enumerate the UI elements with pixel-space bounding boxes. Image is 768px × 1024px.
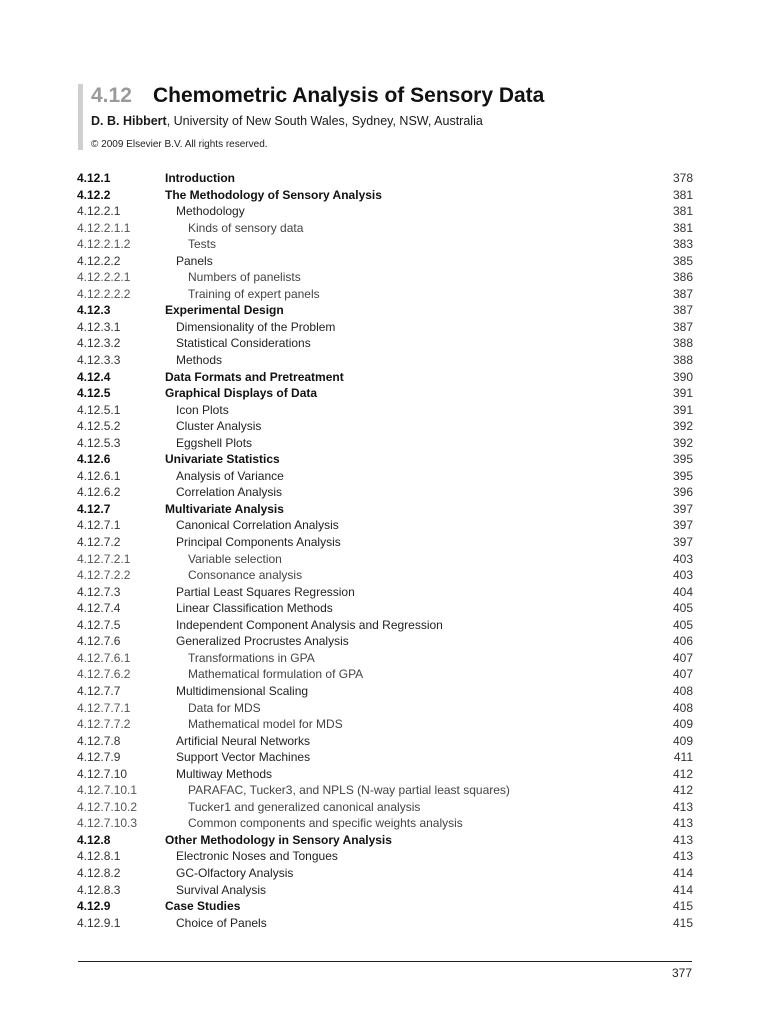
toc-entry-page: 388: [672, 353, 693, 368]
toc-entry-page: 387: [672, 303, 693, 318]
toc-entry-page: 414: [672, 865, 693, 880]
toc-entry-page: 391: [672, 386, 693, 401]
toc-entry[interactable]: [77, 534, 693, 551]
toc-entry-page: 397: [672, 535, 693, 550]
toc-entry-number: 4.12.3.1: [77, 319, 121, 334]
toc-entry[interactable]: [77, 302, 693, 319]
toc-entry[interactable]: [77, 435, 693, 452]
toc-entry-page: 413: [672, 799, 693, 814]
toc-entry-page: 378: [672, 171, 693, 185]
toc-entry-page: 388: [672, 336, 693, 351]
toc-entry-title: Correlation Analysis: [176, 485, 283, 500]
toc-entry-title: Multiway Methods: [176, 766, 273, 781]
toc-entry[interactable]: [77, 766, 693, 783]
toc-entry-page: 415: [672, 915, 693, 930]
toc-entry-page: 396: [672, 485, 693, 500]
toc-entry-page: 381: [672, 204, 693, 219]
toc-entry-title: Methods: [176, 353, 223, 368]
toc-entry-page: 407: [672, 650, 693, 665]
toc-entry-title: Mathematical model for MDS: [188, 717, 343, 732]
toc-entry[interactable]: [77, 882, 693, 899]
toc-entry-page: 403: [672, 568, 693, 583]
toc-entry[interactable]: [77, 749, 693, 766]
copyright-notice: © 2009 Elsevier B.V. All rights reserved.: [91, 139, 268, 150]
toc-entry-page: 391: [672, 402, 693, 417]
toc-entry-title: Tucker1 and generalized canonical analysis: [188, 799, 421, 814]
toc-entry-number: 4.12.9: [77, 899, 111, 914]
toc-entry[interactable]: [77, 286, 693, 303]
toc-entry-title: Tests: [188, 237, 217, 252]
toc-entry-title: Other Methodology in Sensory Analysis: [165, 832, 392, 847]
toc-entry[interactable]: [77, 898, 693, 915]
toc-entry[interactable]: [77, 236, 693, 253]
toc-entry-title: Electronic Noses and Tongues: [176, 849, 338, 864]
toc-entry-page: 413: [672, 849, 693, 864]
toc-entry-title: Survival Analysis: [176, 882, 267, 897]
toc-entry-number: 4.12.5.2: [77, 419, 121, 434]
toc-entry-page: 407: [672, 667, 693, 682]
toc-entry-title: Linear Classification Methods: [176, 601, 333, 616]
toc-entry[interactable]: [77, 799, 693, 816]
toc-entry-title: Mathematical formulation of GPA: [188, 667, 364, 682]
toc-entry-number: 4.12.1: [77, 171, 111, 185]
toc-entry[interactable]: [77, 187, 693, 204]
toc-entry-page: 403: [672, 551, 693, 566]
toc-entry-number: 4.12.7.10.1: [77, 783, 138, 798]
toc-entry[interactable]: [77, 418, 693, 435]
toc-entry-page: 405: [672, 617, 693, 632]
toc-entry-number: 4.12.7.6.1: [77, 650, 131, 665]
toc-entry-number: 4.12.7.10.3: [77, 816, 138, 831]
toc-entry-title: Variable selection: [188, 551, 282, 566]
toc-entry-title: Icon Plots: [176, 402, 229, 417]
toc-entry[interactable]: [77, 567, 693, 584]
toc-entry-number: 4.12.3.2: [77, 336, 121, 351]
toc-entry-title: Dimensionality of the Problem: [176, 319, 336, 334]
toc-entry-title: PARAFAC, Tucker3, and NPLS (N-way partial least squares): [188, 783, 510, 798]
toc-entry-number: 4.12.7.2.1: [77, 551, 131, 566]
toc-entry[interactable]: [77, 501, 693, 518]
toc-entry-page: 412: [672, 783, 693, 798]
toc-entry-title: Case Studies: [165, 899, 241, 914]
toc-entry-page: 413: [672, 816, 693, 831]
toc-entry-title: Consonance analysis: [188, 568, 303, 583]
author-line: [91, 114, 711, 128]
toc-entry-number: 4.12.7.10: [77, 766, 128, 781]
toc-entry-title: The Methodology of Sensory Analysis: [165, 187, 382, 202]
toc-entry[interactable]: [77, 600, 693, 617]
toc-entry-title: Methodology: [176, 204, 245, 219]
table-of-contents: [77, 170, 693, 931]
toc-entry-page: 390: [672, 369, 693, 384]
title-row: [91, 84, 711, 108]
toc-entry-page: 381: [672, 220, 693, 235]
toc-entry[interactable]: [77, 352, 693, 369]
footer-rule: [78, 961, 692, 962]
toc-entry[interactable]: [77, 203, 693, 220]
toc-entry[interactable]: [77, 484, 693, 501]
toc-entry-title: Graphical Displays of Data: [165, 386, 318, 401]
toc-entry-title: Introduction: [165, 171, 235, 185]
toc-entry-page: 404: [672, 584, 693, 599]
toc-entry[interactable]: [77, 815, 693, 832]
toc-entry[interactable]: [77, 865, 693, 882]
toc-entry-number: 4.12.2.1: [77, 204, 121, 219]
toc-entry-page: 413: [672, 832, 693, 847]
toc-entry-number: 4.12.7.7: [77, 683, 121, 698]
toc-entry-title: Multidimensional Scaling: [176, 683, 309, 698]
toc-entry-page: 412: [672, 766, 693, 781]
toc-entry-title: Artificial Neural Networks: [176, 733, 311, 748]
toc-entry-number: 4.12.7.6.2: [77, 667, 131, 682]
toc-entry-title: Eggshell Plots: [176, 435, 253, 450]
toc-entry-number: 4.12.5.3: [77, 435, 121, 450]
toc-entry-number: 4.12.7.2: [77, 535, 121, 550]
toc-entry-title: Analysis of Variance: [176, 468, 284, 483]
toc-entry-page: 381: [672, 187, 693, 202]
toc-entry-page: 395: [672, 452, 693, 467]
toc-entry-number: 4.12.8.2: [77, 865, 121, 880]
toc-entry-page: 408: [672, 683, 693, 698]
toc-entry-title: Generalized Procrustes Analysis: [176, 634, 349, 649]
toc-entry-title: Support Vector Machines: [176, 750, 311, 765]
toc-entry-title: Data Formats and Pretreatment: [165, 369, 344, 384]
toc-entry-page: 411: [673, 750, 693, 765]
toc-entry[interactable]: [77, 848, 693, 865]
toc-entry[interactable]: [77, 402, 693, 419]
toc-entry[interactable]: [77, 633, 693, 650]
toc-entry-page: 408: [672, 700, 693, 715]
toc-entry-page: 409: [672, 717, 693, 732]
toc-entry-number: 4.12.7.7.2: [77, 717, 131, 732]
section-number: 4.12: [91, 84, 132, 107]
toc-entry-page: 405: [672, 601, 693, 616]
toc-entry-title: Panels: [176, 253, 213, 268]
toc-entry-title: Training of expert panels: [188, 286, 320, 301]
toc-entry[interactable]: [77, 584, 693, 601]
toc-entry[interactable]: [77, 269, 693, 286]
toc-entry[interactable]: [77, 683, 693, 700]
toc-entry[interactable]: [77, 468, 693, 485]
toc-entry-page: 414: [672, 882, 693, 897]
toc-entry-number: 4.12.5: [77, 386, 111, 401]
toc-entry-page: 397: [672, 501, 693, 516]
toc-entry-title: Principal Components Analysis: [176, 535, 341, 550]
toc-entry-number: 4.12.6: [77, 452, 111, 467]
toc-entry-number: 4.12.7.9: [77, 750, 121, 765]
toc-entry-title: Univariate Statistics: [165, 452, 280, 467]
toc-entry-number: 4.12.2.2.2: [77, 286, 131, 301]
toc-entry-number: 4.12.7.8: [77, 733, 121, 748]
toc-entry-title: Kinds of sensory data: [188, 220, 304, 235]
toc-entry[interactable]: [77, 716, 693, 733]
toc-entry-number: 4.12.2: [77, 187, 111, 202]
toc-entry-number: 4.12.2.2.1: [77, 270, 131, 285]
toc-entry-page: 406: [672, 634, 693, 649]
toc-entry[interactable]: [77, 170, 693, 187]
toc-entry-title: Statistical Considerations: [176, 336, 311, 351]
toc-entry-number: 4.12.7.3: [77, 584, 121, 599]
toc-entry[interactable]: [77, 385, 693, 402]
toc-entry-title: Canonical Correlation Analysis: [176, 518, 339, 533]
toc-entry-page: 385: [672, 253, 693, 268]
toc-entry[interactable]: [77, 451, 693, 468]
toc-entry-number: 4.12.9.1: [77, 915, 121, 930]
toc-entry-page: 386: [672, 270, 693, 285]
toc-entry[interactable]: [77, 517, 693, 534]
toc-entry-title: Multivariate Analysis: [165, 501, 284, 516]
toc-entry-number: 4.12.2.1.2: [77, 237, 131, 252]
toc-entry-title: Independent Component Analysis and Regression: [176, 617, 443, 632]
toc-entry-number: 4.12.7.1: [77, 518, 121, 533]
toc-entry-title: Choice of Panels: [176, 915, 267, 930]
toc-entry-number: 4.12.7: [77, 501, 111, 516]
toc-entry-number: 4.12.7.2.2: [77, 568, 131, 583]
toc-entry-title: Partial Least Squares Regression: [176, 584, 355, 599]
toc-entry-number: 4.12.2.1.1: [77, 220, 131, 235]
author-affiliation: , University of New South Wales, Sydney, NSW, Australia: [166, 114, 483, 128]
toc-entry-number: 4.12.8: [77, 832, 111, 847]
toc-entry[interactable]: [77, 782, 693, 799]
toc-entry[interactable]: [77, 650, 693, 667]
toc-entry[interactable]: [77, 220, 693, 237]
toc-entry[interactable]: [77, 369, 693, 386]
toc-entry-number: 4.12.7.7.1: [77, 700, 131, 715]
chapter-header: [78, 84, 711, 150]
toc-entry-page: 383: [672, 237, 693, 252]
toc-entry-number: 4.12.3: [77, 303, 111, 318]
toc-entry-page: 392: [672, 435, 693, 450]
toc-entry-title: GC-Olfactory Analysis: [176, 865, 294, 880]
toc-entry-number: 4.12.8.3: [77, 882, 121, 897]
toc-entry-page: 409: [672, 733, 693, 748]
toc-entry-page: 415: [672, 899, 693, 914]
toc-entry-title: Numbers of panelists: [188, 270, 301, 285]
toc-entry-number: 4.12.4: [77, 369, 111, 384]
toc-entry[interactable]: [77, 915, 693, 932]
toc-entry-number: 4.12.7.4: [77, 601, 121, 616]
toc-entry-page: 397: [672, 518, 693, 533]
author-name: D. B. Hibbert: [91, 114, 167, 128]
toc-entry-number: 4.12.7.10.2: [77, 799, 138, 814]
toc-entry-page: 392: [672, 419, 693, 434]
toc-entry-title: Experimental Design: [165, 303, 284, 318]
page-number: 377: [671, 966, 692, 980]
toc-entry[interactable]: [77, 666, 693, 683]
toc-entry[interactable]: [77, 551, 693, 568]
toc-entry[interactable]: [77, 832, 693, 849]
toc-entry-page: 387: [672, 286, 693, 301]
toc-entry-number: 4.12.7.6: [77, 634, 121, 649]
toc-entry-number: 4.12.8.1: [77, 849, 121, 864]
toc-entry-title: Cluster Analysis: [176, 419, 262, 434]
toc-entry-page: 387: [672, 319, 693, 334]
toc-entry-title: Transformations in GPA: [188, 650, 315, 665]
toc-entry-number: 4.12.2.2: [77, 253, 121, 268]
toc-entry-number: 4.12.5.1: [77, 402, 121, 417]
toc-entry-title: Data for MDS: [188, 700, 261, 715]
toc-entry-number: 4.12.3.3: [77, 353, 121, 368]
toc-entry[interactable]: [77, 253, 693, 270]
toc-entry-title: Common components and specific weights analysis: [188, 816, 463, 831]
toc-entry[interactable]: [77, 335, 693, 352]
toc-entry-number: 4.12.6.2: [77, 485, 121, 500]
toc-entry[interactable]: [77, 700, 693, 717]
section-title: Chemometric Analysis of Sensory Data: [153, 84, 545, 107]
toc-entry[interactable]: [77, 617, 693, 634]
toc-entry-number: 4.12.6.1: [77, 468, 121, 483]
toc-entry[interactable]: [77, 319, 693, 336]
toc-entry-number: 4.12.7.5: [77, 617, 121, 632]
toc-entry[interactable]: [77, 733, 693, 750]
toc-entry-page: 395: [672, 468, 693, 483]
